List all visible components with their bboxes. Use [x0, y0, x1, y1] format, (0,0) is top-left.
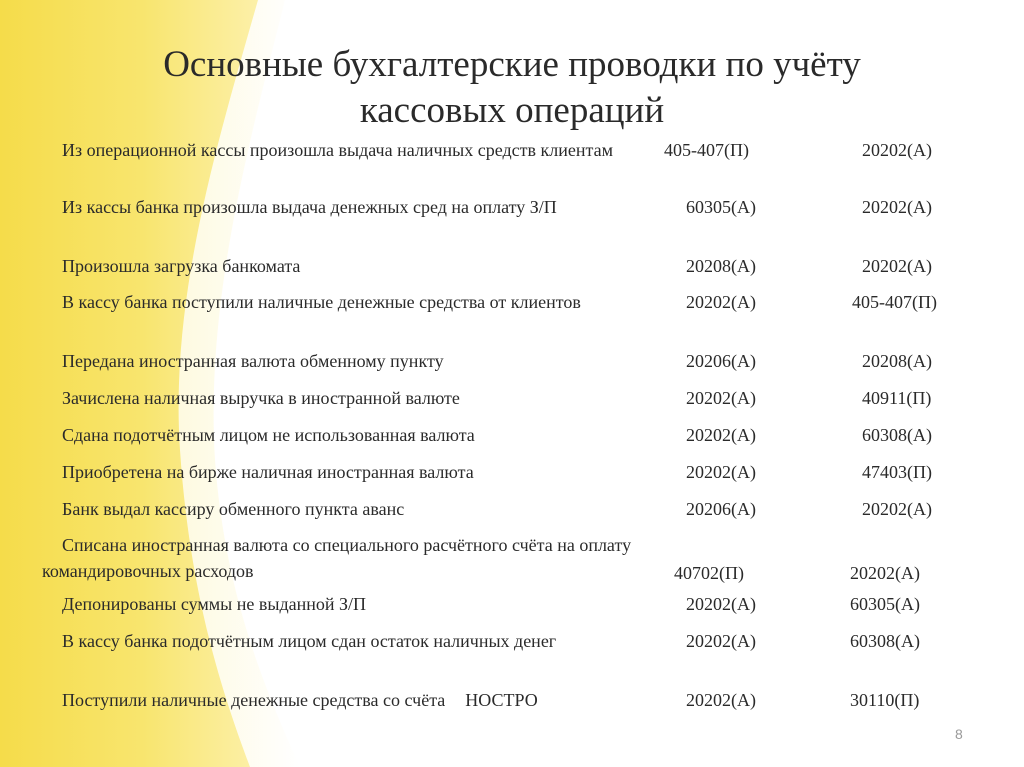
entry-credit-account: 60305(А): [850, 594, 920, 614]
entry-credit-account: 20202(А): [862, 140, 932, 160]
entry-description: Депонированы суммы не выданной З/П: [62, 594, 367, 614]
entry-description: Списана иностранная валюта со специального расчётного счёта на оплату командировочных расходов: [42, 535, 632, 581]
entry-credit-account: 20202(А): [862, 499, 932, 519]
entry-description: Из кассы банка произошла выдача денежных сред на оплату З/П: [62, 197, 557, 217]
entry-debit-account: 20208(А): [686, 256, 756, 276]
entry-description: В кассу банка поступили наличные денежные средства от клиентов: [62, 292, 581, 312]
entry-description: Приобретена на бирже наличная иностранная валюта: [62, 462, 474, 482]
entry-debit-account: 20206(А): [686, 351, 756, 371]
entry-credit-account: 30110(П): [850, 690, 920, 710]
entry-debit-account: 20202(А): [686, 594, 756, 614]
entry-row: [0, 532, 1024, 592]
entry-description: Из операционной кассы произошла выдача наличных средств клиентам: [62, 140, 613, 160]
entry-debit-account: 60305(А): [686, 197, 756, 217]
entry-debit-account: 20202(А): [686, 631, 756, 651]
entry-description: Зачислена наличная выручка в иностранной валюте: [62, 388, 460, 408]
entry-row: [0, 289, 1024, 349]
entry-description-text: Поступили наличные денежные средства со счёта: [62, 690, 446, 710]
entry-credit-account: 405-407(П): [852, 292, 937, 312]
entry-description-nostro: НОСТРО: [465, 690, 538, 710]
entry-debit-account: 405-407(П): [664, 140, 749, 160]
entry-description: Передана иностранная валюта обменному пункту: [62, 351, 444, 371]
entry-credit-account: 20202(А): [862, 256, 932, 276]
entry-credit-account: 40911(П): [862, 388, 932, 408]
entry-debit-account: 20202(А): [686, 462, 756, 482]
slide-title: [112, 42, 912, 134]
entry-debit-account: 40702(П): [674, 563, 744, 583]
entry-row: [0, 137, 1024, 197]
entry-description: Сдана подотчётным лицом не использованная валюта: [62, 425, 475, 445]
entry-debit-account: 20206(А): [686, 499, 756, 519]
title-line-2: кассовых операций: [359, 90, 665, 131]
entry-row: [0, 194, 1024, 254]
entry-debit-account: 20202(А): [686, 425, 756, 445]
entry-description: Произошла загрузка банкомата: [62, 256, 301, 276]
entry-debit-account: 20202(А): [686, 690, 756, 710]
entry-debit-account: 20202(А): [686, 292, 756, 312]
entry-debit-account: 20202(А): [686, 388, 756, 408]
entry-description: В кассу банка подотчётным лицом сдан остаток наличных денег: [62, 631, 557, 651]
entry-row: [0, 628, 1024, 688]
entry-credit-account: 20202(А): [850, 563, 920, 583]
entry-credit-account: 60308(А): [850, 631, 920, 651]
entry-credit-account: 47403(П): [862, 462, 932, 482]
entry-description: Банк выдал кассиру обменного пункта аванс: [62, 499, 405, 519]
entry-credit-account: 60308(А): [862, 425, 932, 445]
title-line-1: Основные бухгалтерские проводки по учёту: [163, 44, 861, 85]
entry-credit-account: 20208(А): [862, 351, 932, 371]
entry-row: [0, 687, 1024, 747]
page-number: 8: [955, 726, 963, 742]
entry-credit-account: 20202(А): [862, 197, 932, 217]
entry-description: [42, 687, 632, 713]
